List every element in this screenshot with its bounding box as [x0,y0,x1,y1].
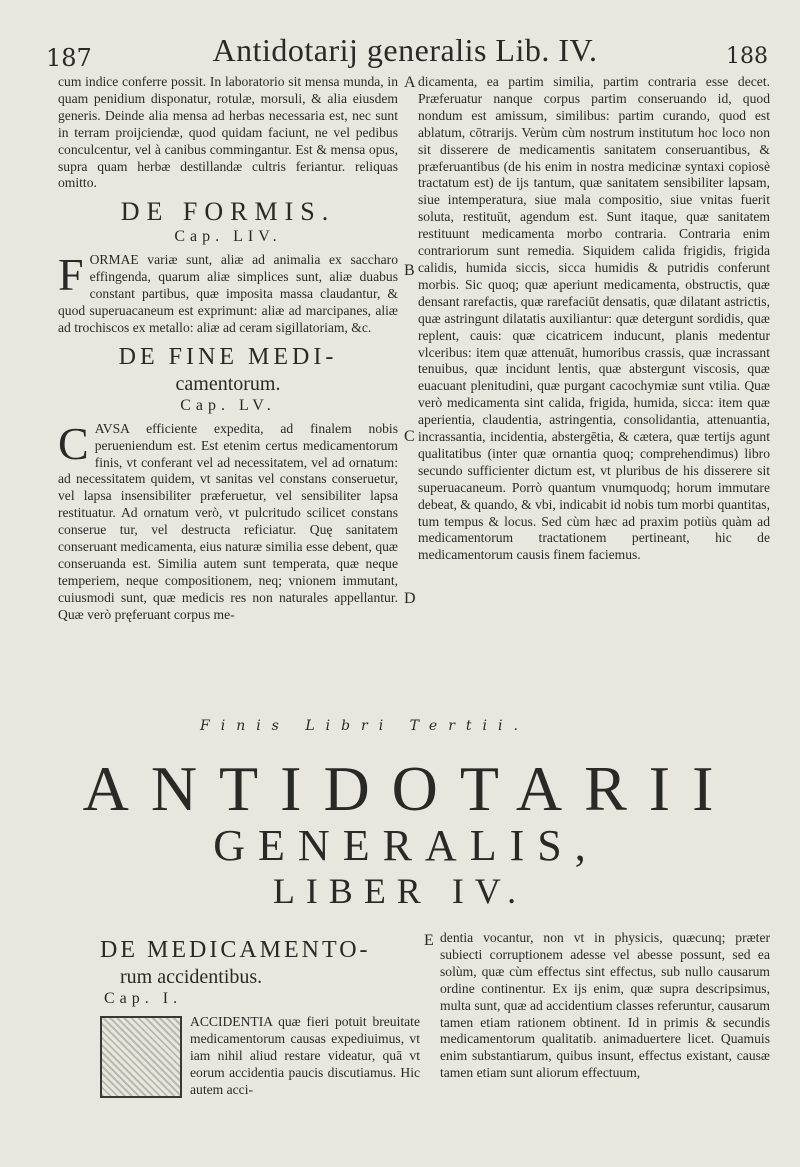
left-para-2-text: ORMAE variæ sunt, aliæ ad animalia ex saccharo effingenda, quarum aliæ simplices sunt, aliæ duabus constant partibus, quæ imposita massa claudantur, & quod superuacaneum est exprimunt: aliæ ad marcipanes, aliæ ad trochiscos ex metallo: aliæ ad ceram sigillatoriam, &c. [58,252,398,335]
ornamental-initial-woodcut [100,1016,182,1098]
chapter-label-1: Cap. I. [104,990,183,1007]
margin-letter-d: D [404,590,416,607]
right-column [418,74,770,564]
heading-de-medicamentorum-a: DE MEDICAMENTO- [100,937,371,963]
margin-letter-c: C [404,428,415,445]
heading-de-medicamentorum-b: rum accidentibus. [120,966,263,988]
lower-right-column [440,930,770,1082]
book-title-line-3: LIBER IV. [272,871,528,911]
lower-left-column [100,930,420,1098]
left-para-3 [58,417,398,624]
left-para-2 [58,249,398,337]
folio-left: 187 [46,44,92,72]
left-para-3-text: AVSA efficiente expedita, ad finalem nobis perueniendum est. Est etenim certus medicamentorum finis, vt conferant vel ad necessitatem, vel ad ornatum: ad necessitatem quidem, vt sanitas vel constans conseruetur, vel lapsa insensibiliter præferuetur, vel sensibiliter lapsa restituatur. Ad ornatum verò, vt pulcritudo scilicet constans conserue tur, vel destructa reficiatur. Quę sanitatem conseruant medicamenta, eius naturæ similia esse debent, quæ conseruanda est. Similia autem sunt temperata, quæ neque temperiem, neque compositionem, neq; vnionem immutant, cuiusmodi sunt, quæ medicis res non naturales appellantur. Quæ verò pręferuant corpus me- [58,420,398,622]
book-title-line-1: ANTIDOTARII [82,753,736,824]
chapter-label-55: Cap. LV. [180,396,276,414]
heading-de-formis: DE FORMIS. [120,197,336,227]
book-title-line-2: GENERALIS, [213,821,599,870]
finis-line: Finis Libri Tertii. [200,718,529,734]
margin-letter-a: A [404,74,416,91]
margin-letter-b: B [404,262,415,279]
drop-cap-f: F [58,249,84,301]
right-para-1: dicamenta, ea partim similia, partim contraria esse decet. Præferuatur nanque corpus partim conseruando id, quod nondum est amissum, similibus: partim curando, quod est ablatum, cōtrarijs. Verùm cùm nostrum institutum hoc loco non sit disserere de medicamentis sanitatem conseruantibus, & præferuantibus (de his enim in nostra medicinæ syntaxi copiosè tractatum est) de ijs tantum, quæ sanitatem sensibiliter lapsam, siue intemperatura, siue mala compositio, siue vnitas fuerit soluta, restituūt, agendum est. Sunt itaque, quæ sanitatem restituunt medicamenta morbo contraria. Contraria enim contrariorum sunt remedia. Siquidem calida frigidis, frigida calidis, humida siccis, sicca humidis & putridis conferunt morbis. Sic quoq; quæ aperiunt medicamenta, obstructis, quæ densant rarefactis, quæ rarefaciūt densatis, quæ dilatant astrictis, quæ astringunt dilatatis auxiliantur: quæ detergunt sordidis, quæ replent, cauis: quæ cicatricem inducunt, planis medentur vlceribus: item quæ attenuāt, humoribus crassis, quæ incrassant tenuibus, quæ incidunt lentis, quæ abstergunt viscosis, quæ euacuant plenitudini, quæ purgant cacochymiæ sunt vtilia. Quæ verò medicamenta sint calida, frigida, humida, sicca: item quæ aperientia, claudentia, astringentia, consolidantia, attenuantia, incrassantia, incidentia, abstergētia, & cætera, quæ tertijs agunt qualitatibus (inter quæ ornantia quoq; comprehendimus) libro secundo sufficienter dictum est, vt pluribus de his disserere sit superuacaneum. Porrò quantum vnumquodq; horum immutare debeat, & quando, & vbi, indicabit id nobis tum morbi quantitas, tum tempus & locus. Sed cùm hæc ad praxim potiùs quàm ad medicamentorum tractationem pertineant, hic de medicamentorum causis finem faciemus. [418,74,770,563]
folio-right: 188 [726,44,768,69]
left-para-1: cum indice conferre possit. In laboratorio sit mensa munda, in quam penidium disponatur, rotulæ, morsuli, & alia eiusdem generis. Deinde alia mensa ad herbas necessaria est, nec sunt in terram proijciendæ, quod quidam faciunt, ne vel pedibus conculcentur, vel à canibus commingantur. Est & mensa opus, supra quam herbæ destillandæ cultris feriantur. reliquas omitto. [58,74,398,191]
running-title: Antidotarij generalis Lib. IV. [212,32,598,68]
left-column [58,74,398,624]
lower-left-para: ACCIDENTIA quæ fieri potuit breuitate medicamentorum causas expediuimus, vt iam nihil aliud restare videatur, quā vt eorum accidentia paucis discutiamus. Hic autem acci- [190,1013,420,1097]
margin-letter-e: E [424,932,434,949]
running-head [40,30,770,80]
lower-right-para: dentia vocantur, non vt in physicis, quæcunq; præter subiecti corruptionem adesse vel abesse possunt, sed ea solùm, quæ cùm effectus sint effectus, sub nullo causarum ordine continentur. Ex ijs enim, quæ supra descripsimus, multa sunt, quæ ad accidentium classes referuntur, causarum tamen etiam rationem obtinent. Id in primis & secundis medicamentorum qualitatib. animaduertere licet. Quamuis enim substantiarum, quibus insunt, effectus existant, causæ tamen etiam sunt aliorum effectuum, [440,930,770,1081]
drop-cap-c: C [58,417,89,469]
chapter-label-54: Cap. LIV. [174,228,282,246]
heading-de-fine-b: camentorum. [175,372,281,395]
heading-de-fine-a: DE FINE MEDI- [118,343,338,370]
